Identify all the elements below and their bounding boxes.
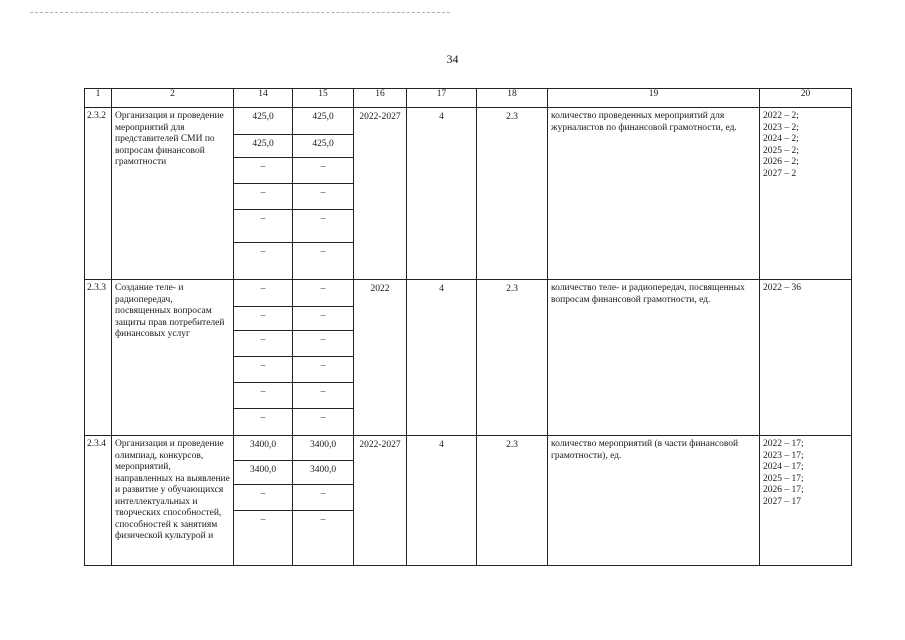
funding-col15 [293,436,354,566]
yearly-values [760,108,852,280]
funding-value: 425,0 [293,108,353,134]
header-cell: 2 [112,89,234,108]
row-name: Организация и проведение олимпиад, конкурсов, мероприятий, направленных на выявление и развитие у обучающихся интеллектуальных и творческих способностей, способностей к занятиям физической культурой и [112,436,234,566]
funding-value: 425,0 [234,108,292,134]
year-value: 2023 – 2; [763,122,799,133]
funding-value: – [320,412,326,423]
funding-value: – [234,330,292,356]
yearly-values [760,436,852,566]
header-cell: 18 [477,89,548,108]
funding-value: – [260,514,266,525]
col17-cell: 4 [407,108,477,280]
funding-value: – [293,382,353,408]
funding-value: – [320,514,326,525]
funding-value: 3400,0 [234,460,292,484]
year-value: 2025 – 17; [763,473,804,484]
funding-value: – [234,183,292,209]
funding-value: 3400,0 [293,436,353,460]
funding-col14 [234,108,293,280]
year-value: 2025 – 2; [763,145,799,156]
indicator-cell: количество проведенных мероприятий для журналистов по финансовой грамотности, ед. [548,108,760,280]
year-value: 2026 – 2; [763,157,799,167]
row-number: 2.3.2 [85,108,112,280]
year-value: 2022 – 17; [763,439,804,449]
header-cell: 17 [407,89,477,108]
header-cell: 16 [354,89,407,108]
table-row [85,436,852,566]
row-name: Организация и проведение мероприятий для представителей СМИ по вопросам финансовой грамотности [112,108,234,280]
funding-value: – [293,209,353,242]
scan-artifact-line [30,12,450,15]
row-number: 2.3.4 [85,436,112,566]
year-value: 2023 – 17; [763,450,804,461]
period-cell: 2022-2027 [354,436,407,566]
funding-value: – [293,356,353,382]
year-value: 2022 – 36 [763,283,801,293]
funding-col14 [234,280,293,436]
col17-cell: 4 [407,436,477,566]
row-number: 2.3.3 [85,280,112,436]
header-cell: 15 [293,89,354,108]
year-value: 2024 – 2; [763,134,799,144]
funding-value: – [293,183,353,209]
funding-value: – [293,330,353,356]
funding-value: – [260,246,266,257]
funding-value: – [234,484,292,510]
funding-col14 [234,436,293,566]
year-value: 2026 – 17; [763,485,804,495]
funding-value: 3400,0 [293,460,353,484]
col17-cell: 4 [407,280,477,436]
funding-col15 [293,108,354,280]
funding-value: – [234,382,292,408]
funding-value: – [234,157,292,183]
period-cell: 2022-2027 [354,108,407,280]
header-cell: 14 [234,89,293,108]
year-value: 2024 – 17; [763,462,804,472]
header-row [85,89,852,108]
header-cell: 19 [548,89,760,108]
indicator-cell: количество мероприятий (в части финансовой грамотности), ед. [548,436,760,566]
funding-value: – [234,356,292,382]
funding-value: – [293,306,353,330]
table-row [85,280,852,436]
funding-value: 3400,0 [234,436,292,460]
funding-value: – [320,246,326,257]
page-number: 34 [446,52,459,66]
funding-value: – [293,484,353,510]
col18-cell: 2.3 [477,436,548,566]
funding-value: – [234,306,292,330]
col18-cell: 2.3 [477,108,548,280]
header-cell: 1 [85,89,112,108]
funding-value: – [293,280,353,306]
year-value: 2027 – 2 [763,168,797,179]
funding-col15 [293,280,354,436]
indicator-cell: количество теле- и радиопередач, посвященных вопросам финансовой грамотности, ед. [548,280,760,436]
funding-value: – [234,280,292,306]
table-row [85,108,852,280]
program-table [84,88,852,566]
year-value: 2022 – 2; [763,111,799,121]
funding-value: 425,0 [293,134,353,157]
row-name: Создание теле- и радиопередач, посвященных вопросам защиты прав потребителей финансовых услуг [112,280,234,436]
col18-cell: 2.3 [477,280,548,436]
period-cell: 2022 [354,280,407,436]
header-cell: 20 [760,89,852,108]
funding-value: – [260,412,266,423]
yearly-values [760,280,852,436]
funding-value: – [234,209,292,242]
funding-value: 425,0 [234,134,292,157]
funding-value: – [293,157,353,183]
year-value: 2027 – 17 [763,496,801,507]
